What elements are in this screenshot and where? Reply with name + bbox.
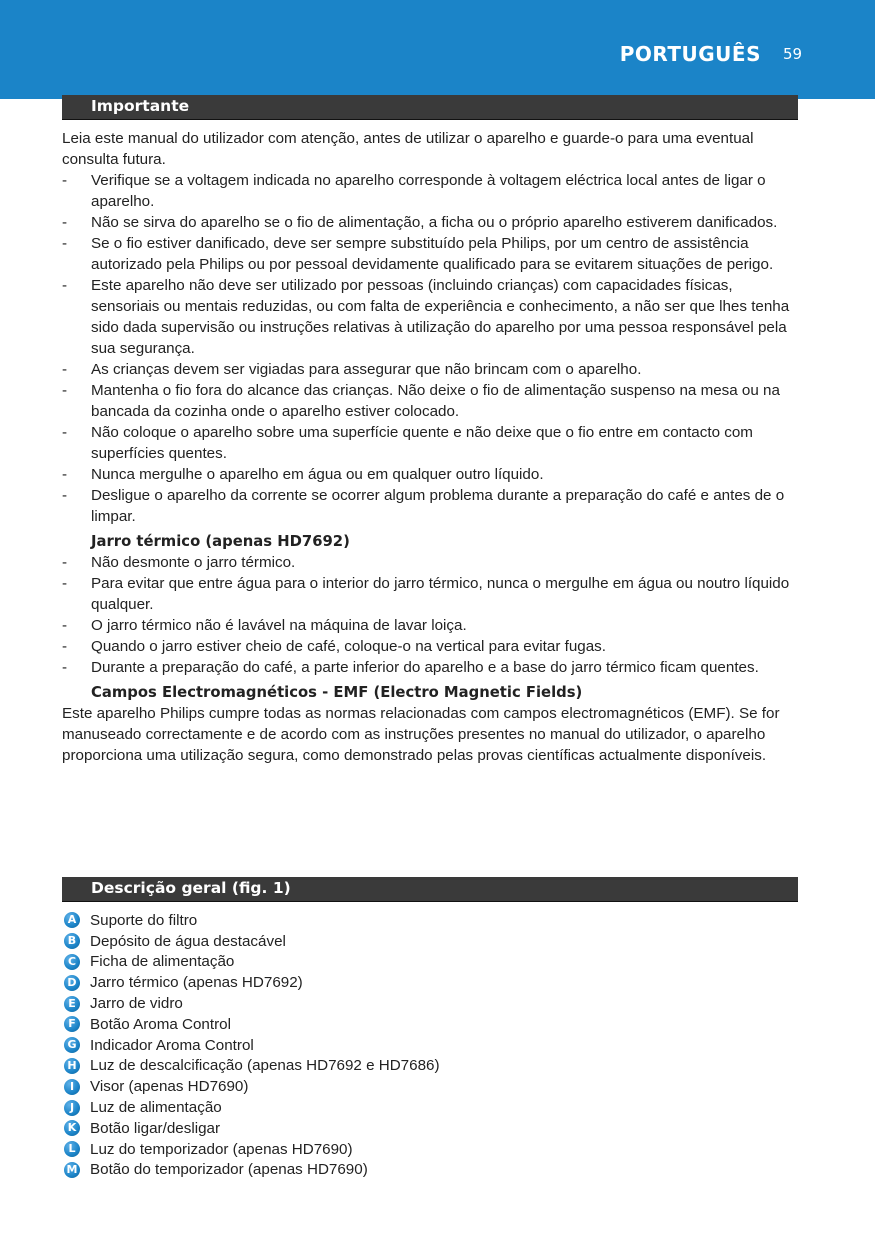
importante-content <box>62 128 802 766</box>
list-item: - Quando o jarro estiver cheio de café, coloque-o na vertical para evitar fugas. <box>62 638 606 655</box>
subheading-jarro: Jarro térmico (apenas HD7692) <box>91 533 350 550</box>
list-item: - Se o fio estiver danificado, deve ser sempre substituído pela Philips, por um centro de assistência autorizado pela Philips ou por pessoal devidamente qualificado para se evitarem situações de perigo. <box>62 235 774 273</box>
section-header-descricao <box>62 877 798 902</box>
letter-f-icon: F <box>64 1016 80 1032</box>
letter-g-icon: G <box>64 1037 80 1053</box>
language-label: PORTUGUÊS <box>619 42 761 66</box>
legend-item: I Visor (apenas HD7690) <box>64 1076 764 1097</box>
legend-item: B Depósito de água destacável <box>64 931 764 952</box>
list-item: - Desligue o aparelho da corrente se ocorrer algum problema durante a preparação do café e antes de o limpar. <box>62 487 785 525</box>
list-item: - O jarro térmico não é lavável na máquina de lavar loiça. <box>62 617 467 634</box>
list-item: - Mantenha o fio fora do alcance das crianças. Não deixe o fio de alimentação suspenso na mesa ou na bancada da cozinha onde o aparelho estiver colocado. <box>62 382 780 420</box>
letter-b-icon: B <box>64 933 80 949</box>
header-bar <box>0 0 875 99</box>
parts-legend <box>64 910 764 1180</box>
emf-paragraph: Este aparelho Philips cumpre todas as normas relacionadas com campos electromagnéticos (EMF). Se for manuseado correctamente e de acordo com as instruções presentes no manual do utilizador, o aparelho proporciona uma utilização segura, como demonstrado pelas provas científicas actualmente disponíveis. <box>62 705 780 764</box>
section-header-importante <box>62 95 798 120</box>
list-item: - As crianças devem ser vigiadas para assegurar que não brincam com o aparelho. <box>62 361 642 378</box>
section-title: Importante <box>91 97 190 115</box>
legend-item: L Luz do temporizador (apenas HD7690) <box>64 1139 764 1160</box>
list-item: - Não se sirva do aparelho se o fio de alimentação, a ficha ou o próprio aparelho estiverem danificados. <box>62 214 778 231</box>
legend-item: E Jarro de vidro <box>64 993 764 1014</box>
list-item: - Durante a preparação do café, a parte inferior do aparelho e a base do jarro térmico ficam quentes. <box>62 659 759 676</box>
list-item: - Verifique se a voltagem indicada no aparelho corresponde à voltagem eléctrica local antes de ligar o aparelho. <box>62 172 766 210</box>
letter-k-icon: K <box>64 1120 80 1136</box>
section-title: Descrição geral (fig. 1) <box>91 879 291 897</box>
list-item: - Não coloque o aparelho sobre uma superfície quente e não deixe que o fio entre em contacto com superfícies quentes. <box>62 424 753 462</box>
list-item: - Nunca mergulhe o aparelho em água ou em qualquer outro líquido. <box>62 466 544 483</box>
legend-item: C Ficha de alimentação <box>64 952 764 973</box>
legend-item: F Botão Aroma Control <box>64 1014 764 1035</box>
letter-a-icon: A <box>64 912 80 928</box>
legend-item: A Suporte do filtro <box>64 910 764 931</box>
legend-item: M Botão do temporizador (apenas HD7690) <box>64 1160 764 1181</box>
letter-c-icon: C <box>64 954 80 970</box>
list-item: - Não desmonte o jarro térmico. <box>62 554 296 571</box>
page-number: 59 <box>783 45 803 63</box>
list-item: - Para evitar que entre água para o interior do jarro térmico, nunca o mergulhe em água ou noutro líquido qualquer. <box>62 575 790 613</box>
legend-item: G Indicador Aroma Control <box>64 1035 764 1056</box>
legend-item: H Luz de descalcificação (apenas HD7692 e HD7686) <box>64 1056 764 1077</box>
list-item: - Este aparelho não deve ser utilizado por pessoas (incluindo crianças) com capacidades físicas, sensoriais ou mentais reduzidas, ou com falta de experiência e conhecimento, a não ser que lhes tenha sido dada supervisão ou instruções relativas à utilização do aparelho por uma pessoa responsável pela sua segurança. <box>62 277 790 357</box>
intro-paragraph: Leia este manual do utilizador com atenção, antes de utilizar o aparelho e guarde-o para uma eventual consulta futura. <box>62 130 754 168</box>
letter-i-icon: I <box>64 1079 80 1095</box>
letter-j-icon: J <box>64 1100 80 1116</box>
legend-item: D Jarro térmico (apenas HD7692) <box>64 972 764 993</box>
subheading-emf: Campos Electromagnéticos - EMF (Electro Magnetic Fields) <box>91 684 583 701</box>
letter-d-icon: D <box>64 975 80 991</box>
letter-l-icon: L <box>64 1141 80 1157</box>
letter-e-icon: E <box>64 996 80 1012</box>
letter-h-icon: H <box>64 1058 80 1074</box>
letter-m-icon: M <box>64 1162 80 1178</box>
legend-item: K Botão ligar/desligar <box>64 1118 764 1139</box>
legend-item: J Luz de alimentação <box>64 1097 764 1118</box>
